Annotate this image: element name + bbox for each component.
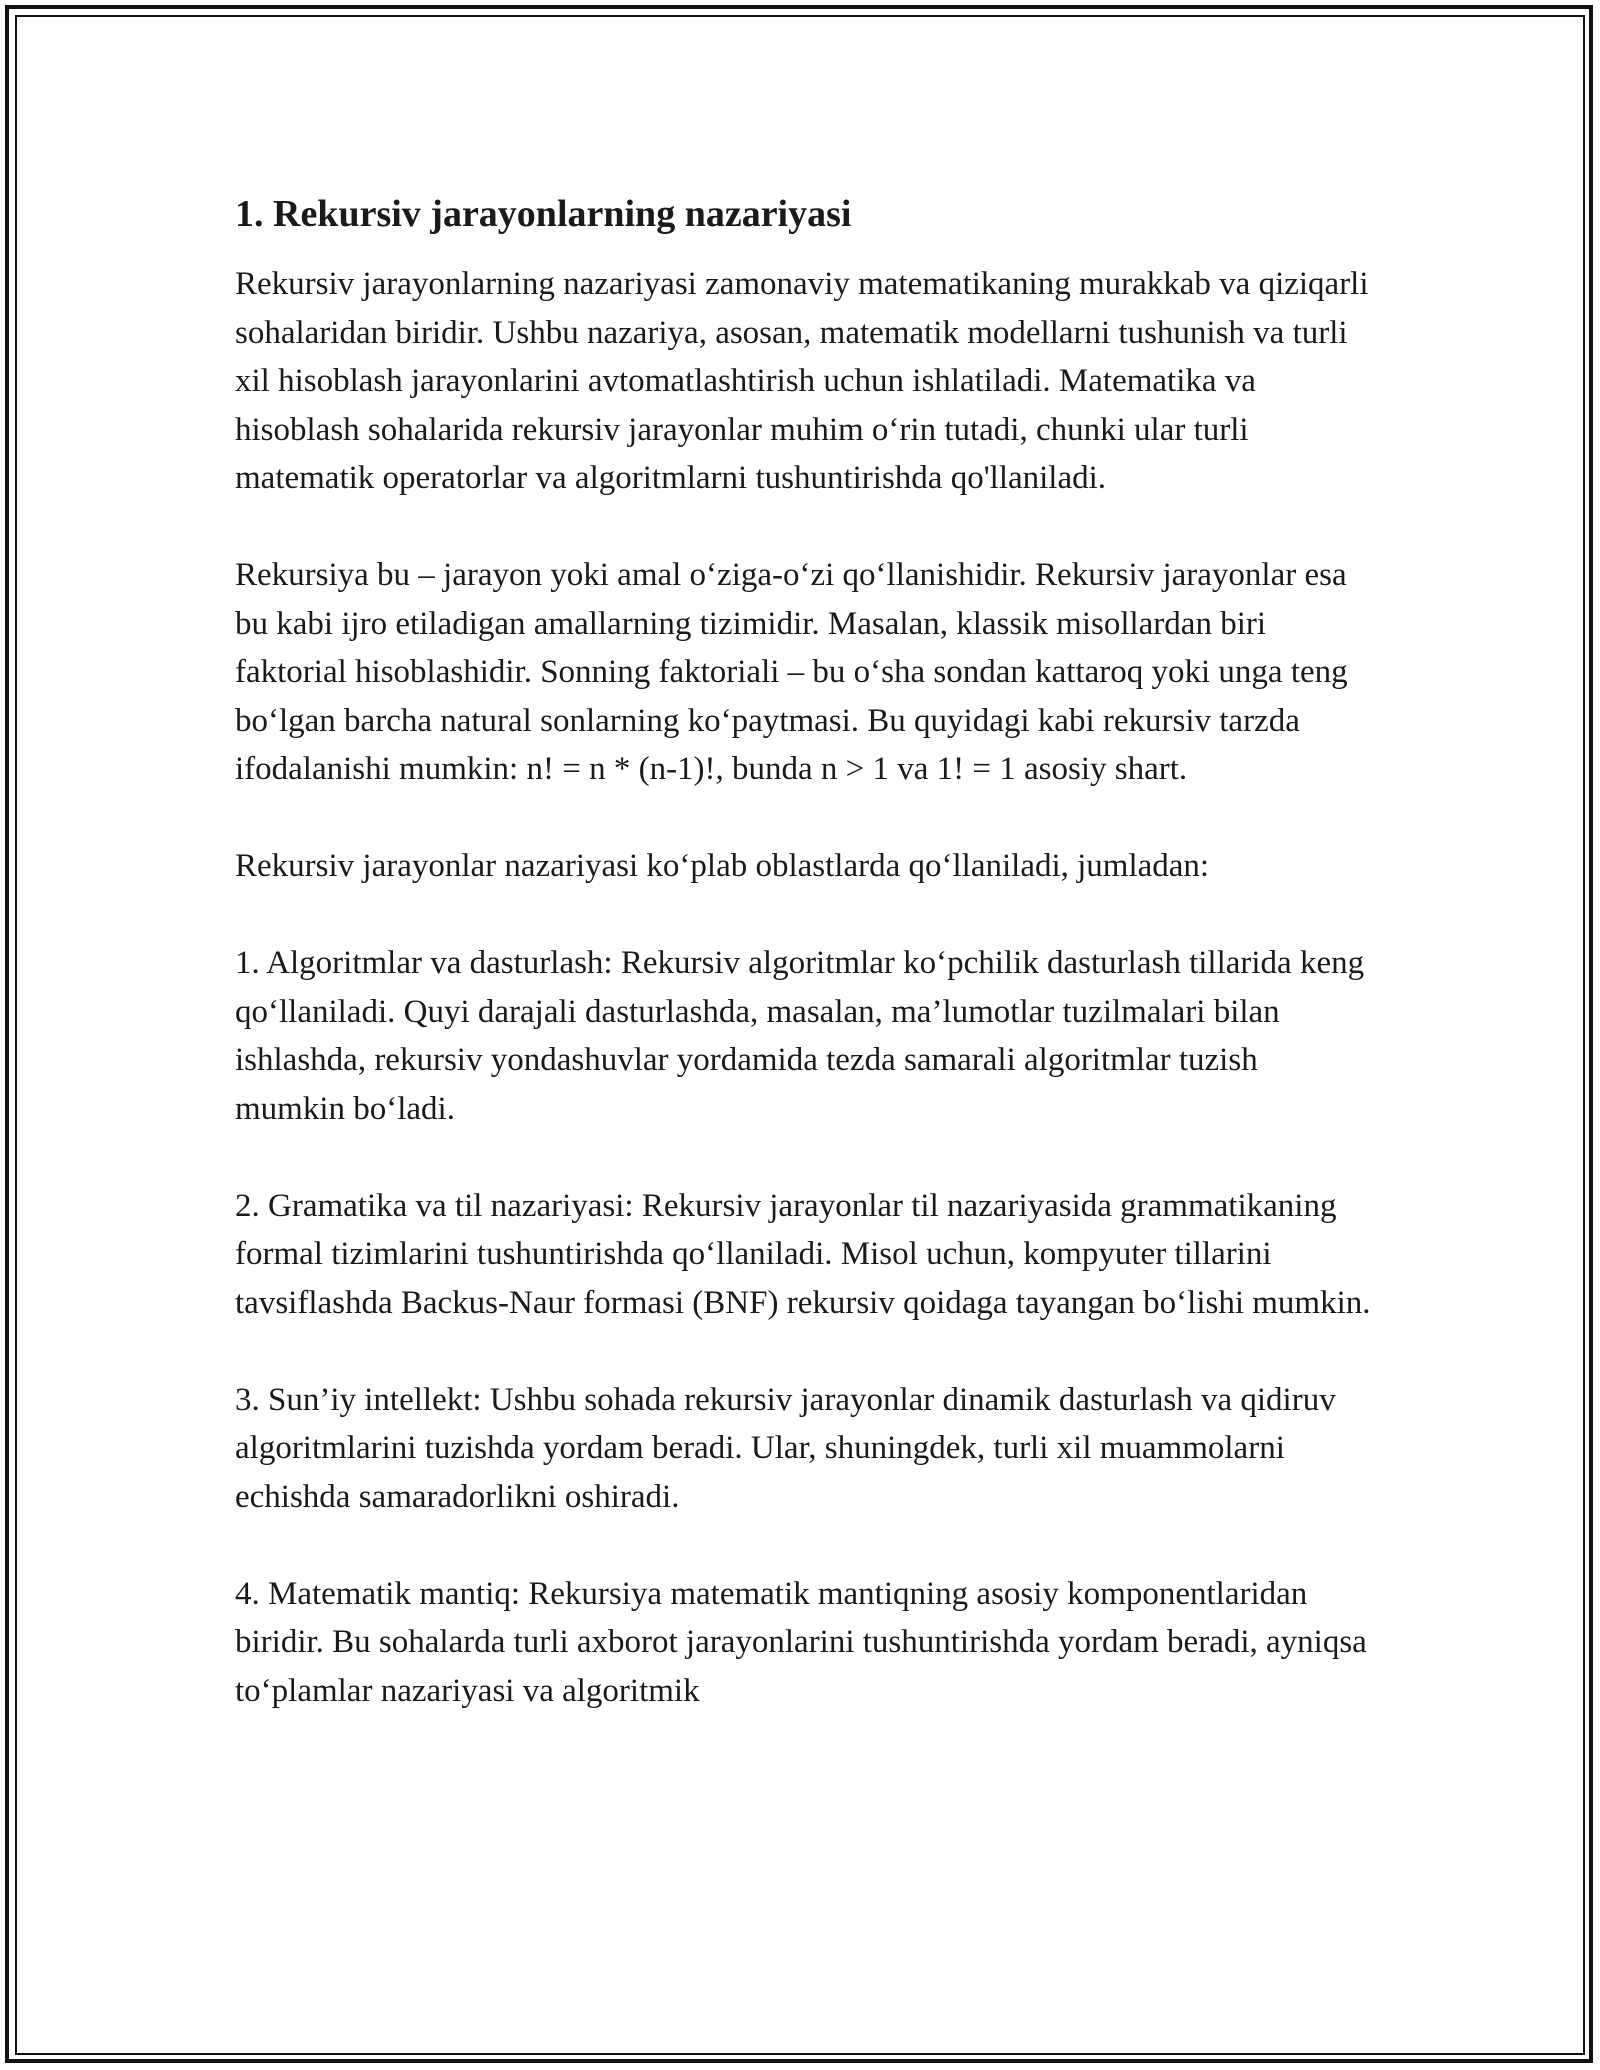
list-item-logic: 4. Matematik mantiq: Rekursiya matematik mantiqning asosiy komponentlaridan biridir. Bu sohalarda turli axborot jarayonlarini tushuntirishda yordam beradi, ayniqsa to‘plamlar nazariyasi va algoritmik [235, 1575, 1367, 1709]
paragraph-recursion-definition: Rekursiya bu – jarayon yoki amal o‘ziga-o‘zi qo‘llanishidir. Rekursiv jarayonlar esa bu kabi ijro etiladigan amallarning tizimidir. Masalan, klassik misollardan biri faktorial hisoblashidir. Sonning faktoriali – bu o‘sha sondan kattaroq yoki unga teng bo‘lgan barcha natural sonlarning ko‘paytmasi. Bu quyidagi kabi rekursiv tarzda ifodalanishi mumkin: n! = n * (n-1)!, bunda n > 1 va 1! = 1 asosiy shart. [235, 557, 1348, 787]
list-item-grammar: 2. Gramatika va til nazariyasi: Rekursiv jarayonlar til nazariyasida grammatikaning formal tizimlarini tushuntirishda qo‘llaniladi. Misol uchun, kompyuter tillarini tavsiflashda Backus-Naur formasi (BNF) rekursiv qoidaga tayangan bo‘lishi mumkin. [235, 1187, 1371, 1321]
document-body [235, 188, 1375, 1715]
list-item-algorithms: 1. Algoritmlar va dasturlash: Rekursiv algoritmlar ko‘pchilik dasturlash tillarida keng qo‘llaniladi. Quyi darajali dasturlashda, masalan, ma’lumotlar tuzilmalari bilan ishlashda, rekursiv yondashuvlar yordamida tezda samarali algoritmlar tuzish mumkin bo‘ladi. [235, 945, 1365, 1127]
paragraph-intro: Rekursiv jarayonlarning nazariyasi zamonaviy matematikaning murakkab va qiziqarli sohalaridan biridir. Ushbu nazariya, asosan, matematik modellarni tushunish va turli xil hisoblash jarayonlarini avtomatlashtirish uchun ishlatiladi. Matematika va hisoblash sohalarida rekursiv jarayonlar muhim o‘rin tutadi, chunki ular turli matematik operatorlar va algoritmlarni tushuntirishda qo'llaniladi. [235, 266, 1369, 496]
paragraph-applications-lead: Rekursiv jarayonlar nazariyasi ko‘plab oblastlarda qo‘llaniladi, jumladan: [235, 848, 1210, 884]
list-item-ai: 3. Sun’iy intellekt: Ushbu sohada rekursiv jarayonlar dinamik dasturlash va qidiruv algoritmlarini tuzishda yordam beradi. Ular, shuningdek, turli xil muammolarni echishda samaradorlikni oshiradi. [235, 1381, 1336, 1515]
section-heading: 1. Rekursiv jarayonlarning nazariyasi [235, 193, 852, 235]
